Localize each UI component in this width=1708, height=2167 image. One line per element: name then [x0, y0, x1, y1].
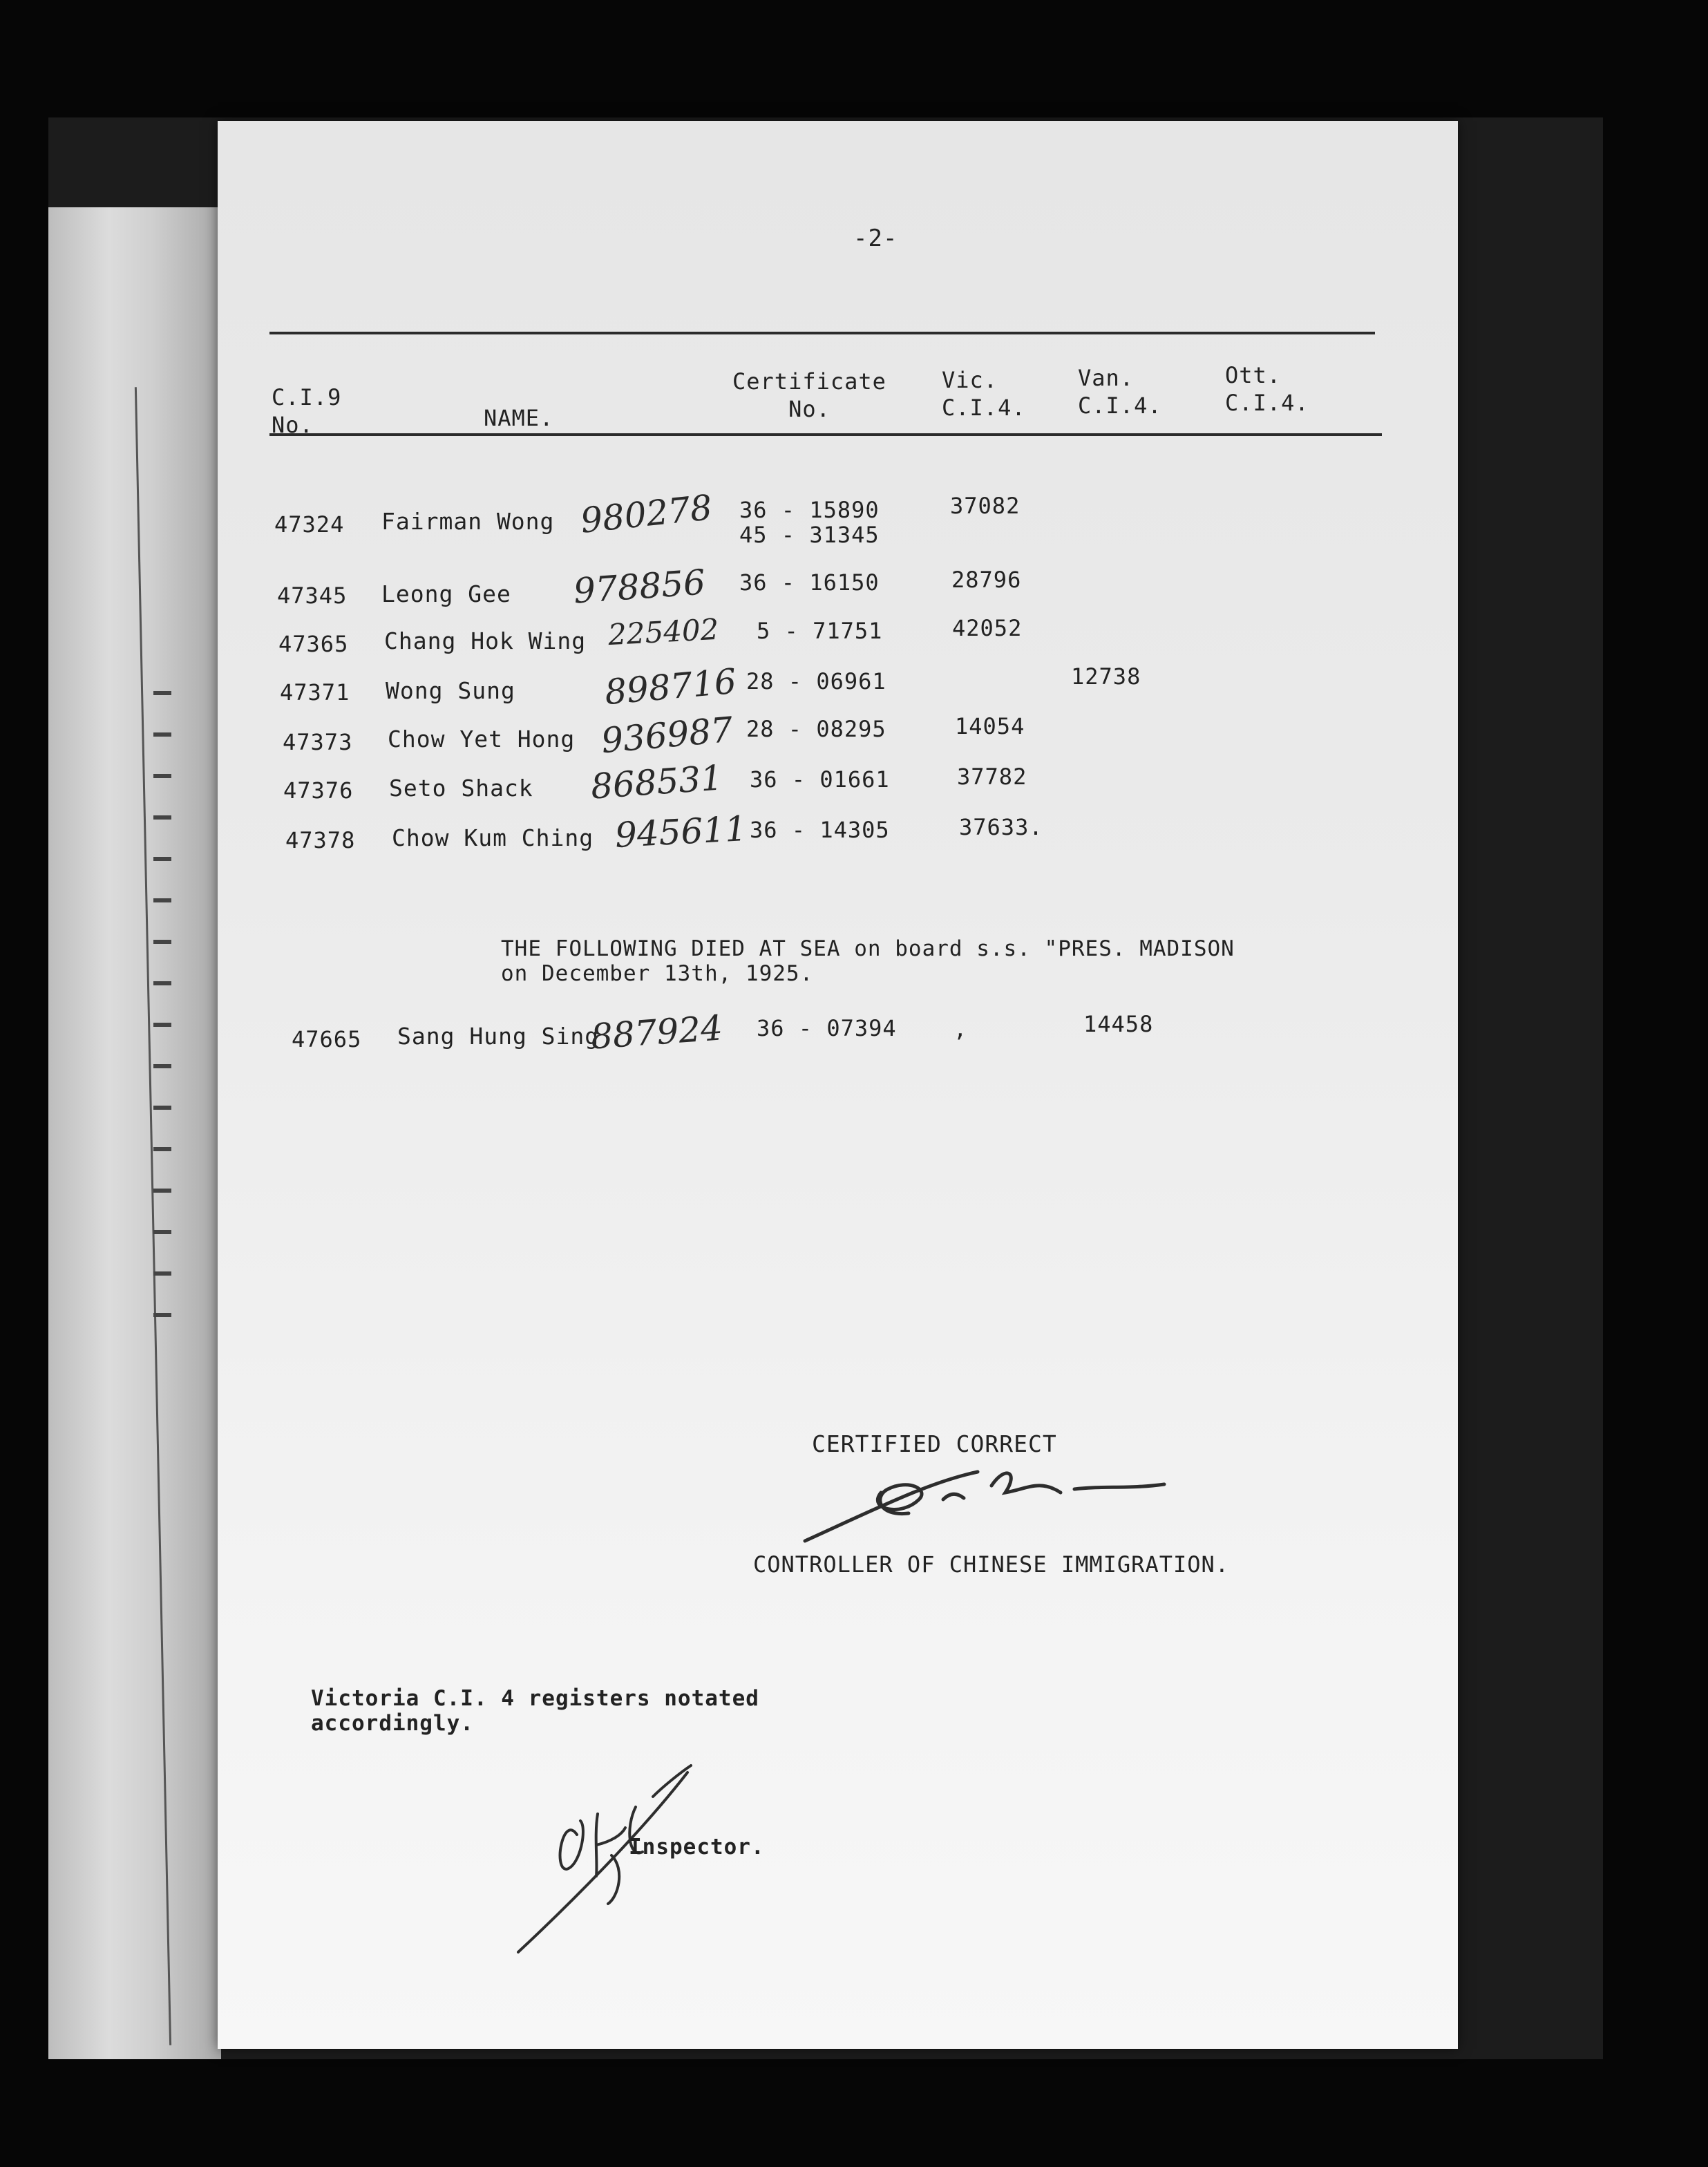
row-certificate: 28 - 08295 — [746, 716, 886, 742]
register-tick — [153, 1106, 171, 1110]
row-name: Fairman Wong — [381, 508, 555, 535]
row-certificate: 36 - 01661 — [750, 766, 890, 793]
register-tick — [153, 774, 171, 778]
header-vic: Vic. C.I.4. — [942, 367, 1026, 421]
row-vic: 37082 — [950, 493, 1021, 519]
register-tick — [153, 898, 171, 902]
header-bottom-rule — [269, 433, 1382, 436]
register-tick — [153, 1064, 171, 1068]
died-row-ci9: 47665 — [292, 1026, 362, 1052]
row-ci9: 47376 — [283, 777, 354, 804]
row-certificate: 5 - 71751 — [757, 618, 883, 644]
row-vic: 28796 — [951, 567, 1022, 593]
register-tick — [153, 1230, 171, 1234]
underlying-pages — [48, 207, 221, 2059]
header-name: NAME. — [484, 405, 554, 431]
row-handwritten-number: 978856 — [572, 562, 707, 612]
row-vic: 14054 — [955, 713, 1025, 739]
row-name: Wong Sung — [386, 677, 515, 704]
header-top-rule — [269, 332, 1375, 334]
register-tick — [153, 857, 171, 861]
row-handwritten-number: 225402 — [607, 612, 720, 652]
register-tick — [153, 1189, 171, 1193]
row-certificate: 28 - 06961 — [746, 668, 886, 694]
header-ci9: C.I.9 No. — [272, 384, 342, 438]
row-ci9: 47373 — [283, 729, 353, 755]
controller-title: CONTROLLER OF CHINESE IMMIGRATION. — [753, 1551, 1230, 1578]
died-row-vic: , — [953, 1016, 968, 1042]
controller-signature — [798, 1451, 1185, 1548]
page-edge — [135, 387, 171, 2045]
row-ci9: 47378 — [285, 827, 356, 853]
row-name: Chow Kum Ching — [392, 824, 594, 851]
page-number: -2- — [853, 225, 898, 252]
register-tick — [153, 691, 171, 695]
row-handwritten-number: 980278 — [578, 487, 714, 541]
row-vic: 37633. — [959, 814, 1043, 840]
register-tick — [153, 981, 171, 985]
row-certificate: 36 - 16150 — [739, 569, 880, 596]
register-tick — [153, 1271, 171, 1276]
inspector-title: Inspector. — [629, 1835, 765, 1860]
register-tick — [153, 1313, 171, 1317]
row-name: Seto Shack — [389, 775, 533, 802]
row-handwritten-number: 936987 — [599, 709, 735, 761]
row-certificate: 36 - 15890 45 - 31345 — [739, 497, 880, 548]
register-tick — [153, 815, 171, 820]
row-van: 12738 — [1071, 663, 1141, 690]
row-ci9: 47324 — [274, 511, 345, 538]
header-ott: Ott. C.I.4. — [1225, 362, 1309, 416]
row-handwritten-number: 898716 — [602, 661, 739, 713]
certified-correct: CERTIFIED CORRECT — [812, 1430, 1057, 1457]
row-ci9: 47365 — [278, 631, 349, 657]
died-at-sea-note: THE FOLLOWING DIED AT SEA on board s.s. "PRES. MADISON on December 13th, 1925. — [501, 936, 1235, 986]
row-handwritten-number: 868531 — [589, 757, 724, 807]
died-row-handwritten-number: 887924 — [589, 1007, 724, 1057]
died-row-certificate: 36 - 07394 — [757, 1015, 897, 1041]
row-vic: 42052 — [952, 615, 1023, 641]
register-tick — [153, 940, 171, 944]
register-tick — [153, 1147, 171, 1151]
register-tick — [153, 1023, 171, 1027]
row-handwritten-number: 945611 — [614, 808, 748, 855]
died-row-name: Sang Hung Sing — [397, 1023, 600, 1050]
victoria-note: Victoria C.I. 4 registers notated accordingly. — [311, 1686, 759, 1736]
row-ci9: 47345 — [277, 583, 348, 609]
header-certificate: Certificate No. — [732, 368, 886, 422]
header-van: Van. C.I.4. — [1078, 365, 1162, 419]
row-vic: 37782 — [957, 764, 1027, 790]
died-row-van: 14458 — [1083, 1011, 1154, 1037]
document-page — [218, 121, 1458, 2049]
row-name: Chow Yet Hong — [388, 726, 576, 753]
row-ci9: 47371 — [280, 679, 350, 706]
row-certificate: 36 - 14305 — [750, 817, 890, 843]
row-name: Leong Gee — [381, 580, 511, 607]
register-tick — [153, 732, 171, 737]
row-name: Chang Hok Wing — [384, 627, 587, 654]
